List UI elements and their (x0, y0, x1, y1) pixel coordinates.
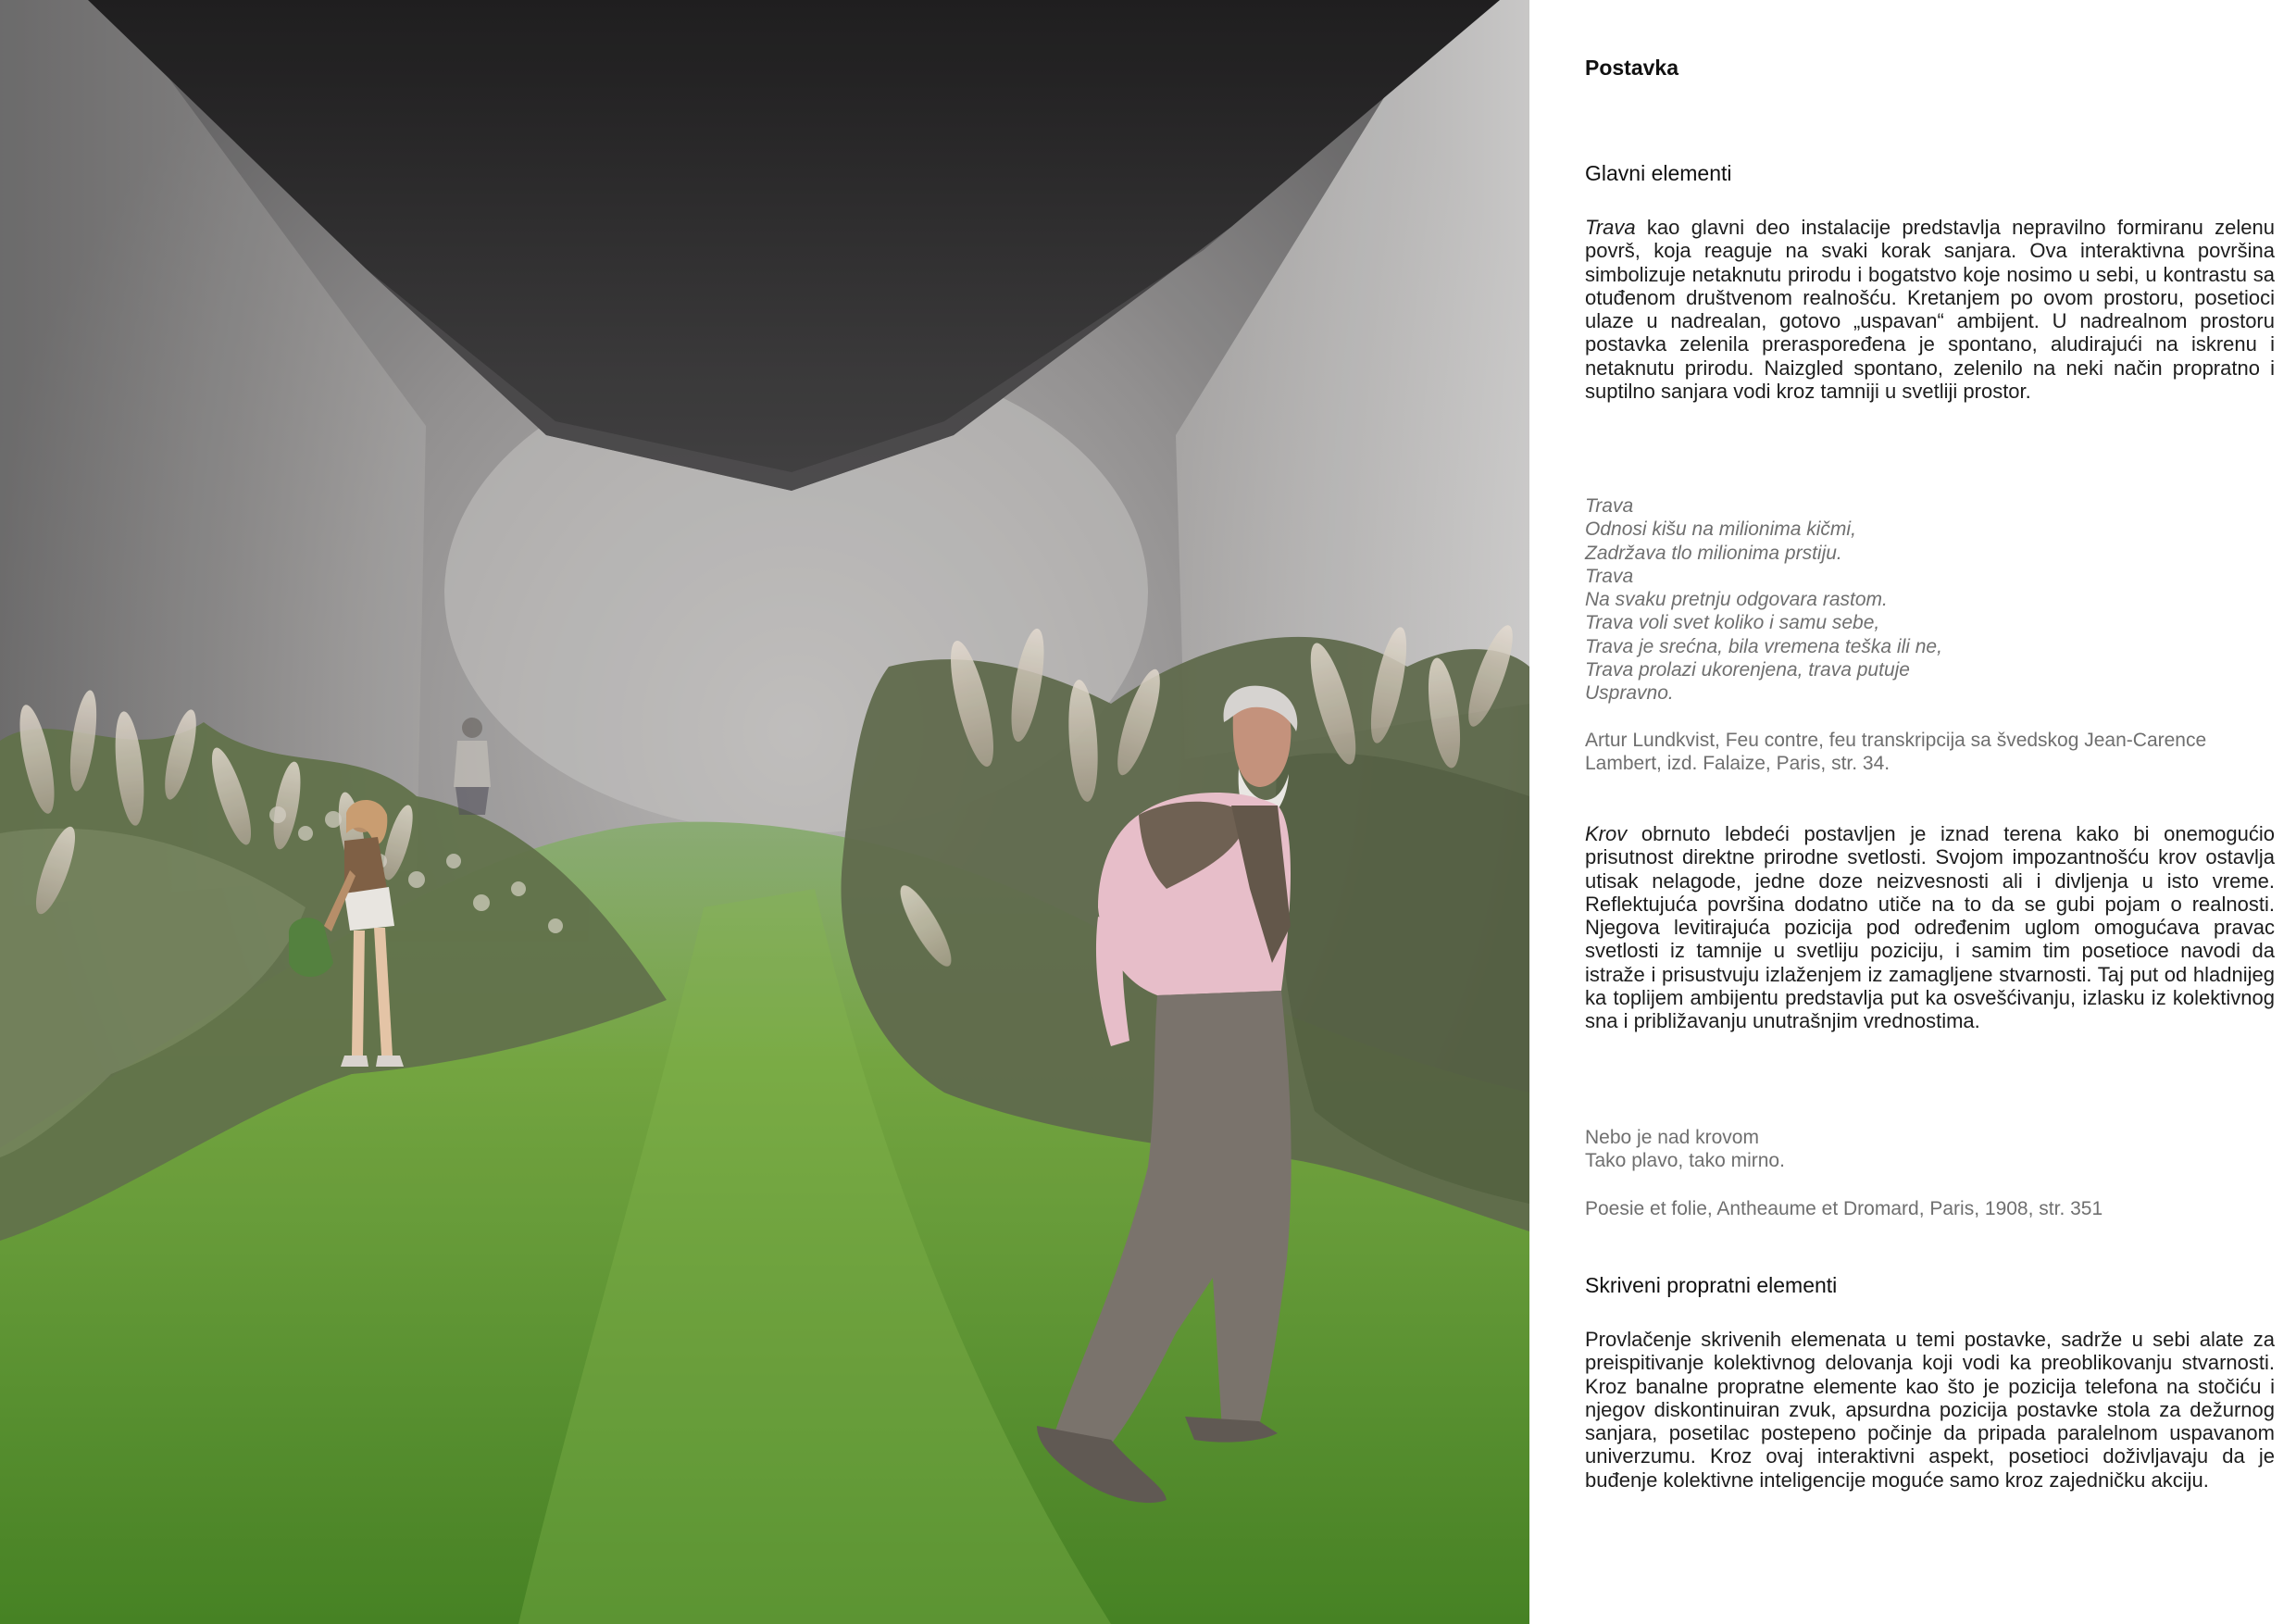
trava-paragraph (1585, 216, 2275, 403)
section-heading-hidden-elements: Skriveni propratni elementi (1585, 1273, 1838, 1297)
section-heading-main-elements: Glavni elementi (1585, 161, 1732, 185)
text-panel (1585, 0, 2275, 1624)
poem-line: Na svaku pretnju odgovara rastom. (1585, 589, 1888, 611)
poem-line: Odnosi kišu na milionima kičmi, (1585, 518, 1856, 541)
krov-text: obrnuto lebdeći postavljen je iznad terena kako bi onemogućio prisutnost direktne prirodne svetlosti. Svojom impozantnošću krov ostavlja utisak nelagode, jedne doze neizvesnosti ali i divljenja u isto vreme. Reflektujuća površina dodatno utiče na to da se gubi pojam o realnosti. Njegova levitirajuća pozicija pod određenim uglom omogućava pravac svetlosti iz tamnije u svetliju poziciju, i samim tim posetioce navodi da istraže i prisustvuju izlaženjem iz zamagljene stvarnosti. Taj put od hladnijeg ka toplijem ambijentu predstavlja put ka osvešćivanju, izlasku iz kolektivnog sna i približavanju unutrašnjim vrednostima. (1585, 822, 2275, 1033)
grass-poem (1585, 494, 2275, 706)
poem-line: Tako plavo, tako mirno. (1585, 1150, 1785, 1172)
citation-line: Artur Lundkvist, Feu contre, feu transkripcija sa švedskog Jean-Carence (1585, 730, 2207, 751)
trava-text: kao glavni deo instalacije predstavlja nepravilno formiranu zelenu površ, koja reaguje na svaki korak sanjara. Ova interaktivna površina simbolizuje netaknutu prirodu i bogatstvo koje nosimo u sebi, u kontrastu sa otuđenom društvenom realnošću. Kretanjem po ovom prostoru, posetioci ulaze u nadrealan, gotovo „uspavan“ ambijent. U nadrealnom prostoru postavka zelenila preraspoređena je spontano, aludirajući na iskrenu i netaknutu prirodu. Naizgled spontano, zelenilo na neki način propratno i suptilno sanjara vodi kroz tamniji u svetliji prostor. (1585, 216, 2275, 404)
poem-line: Nebo je nad krovom (1585, 1127, 1759, 1148)
krov-lead-word: Krov (1585, 822, 1628, 845)
grass-poem-citation (1585, 729, 2275, 776)
roof-poem (1585, 1126, 2275, 1173)
trava-lead-word: Trava (1585, 216, 1636, 239)
poem-line: Trava (1585, 495, 1634, 517)
poem-line: Uspravno. (1585, 682, 1674, 705)
krov-paragraph (1585, 822, 2275, 1033)
poem-line: Trava (1585, 565, 1634, 587)
poem-line: Trava je srećna, bila vremena teška ili ne, (1585, 635, 1942, 657)
roof-poem-citation: Poesie et folie, Antheaume et Dromard, Paris, 1908, str. 351 (1585, 1198, 2103, 1219)
poem-line: Trava voli svet koliko i samu sebe, (1585, 612, 1880, 634)
citation-line: Lambert, izd. Falaize, Paris, str. 34. (1585, 753, 1890, 775)
poem-line: Zadržava tlo milionima prstiju. (1585, 542, 1842, 564)
poem-line: Trava prolazi ukorenjena, trava putuje (1585, 659, 1910, 681)
page-title: Postavka (1585, 56, 1679, 80)
hidden-elements-paragraph: Provlačenje skrivenih elemenata u temi postavke, sadrže u sebi alate za preispitivanje kolektivnog delovanja koji vodi ka preoblikovanju stvarnosti. Kroz banalne propratne elemente kao što je pozicija telefona na stočiću i njegov diskontinuiran zvuk, apsurdna pozicija postavke stola za dežurnog sanjara, posetilac postepeno počinje da pripada paralelnom uspavanom univerzumu. Kroz ovaj interaktivni aspekt, posetioci doživljavaju da je buđenje kolektivne inteligencije moguće samo kroz zajedničku akciju. (1585, 1328, 2275, 1492)
